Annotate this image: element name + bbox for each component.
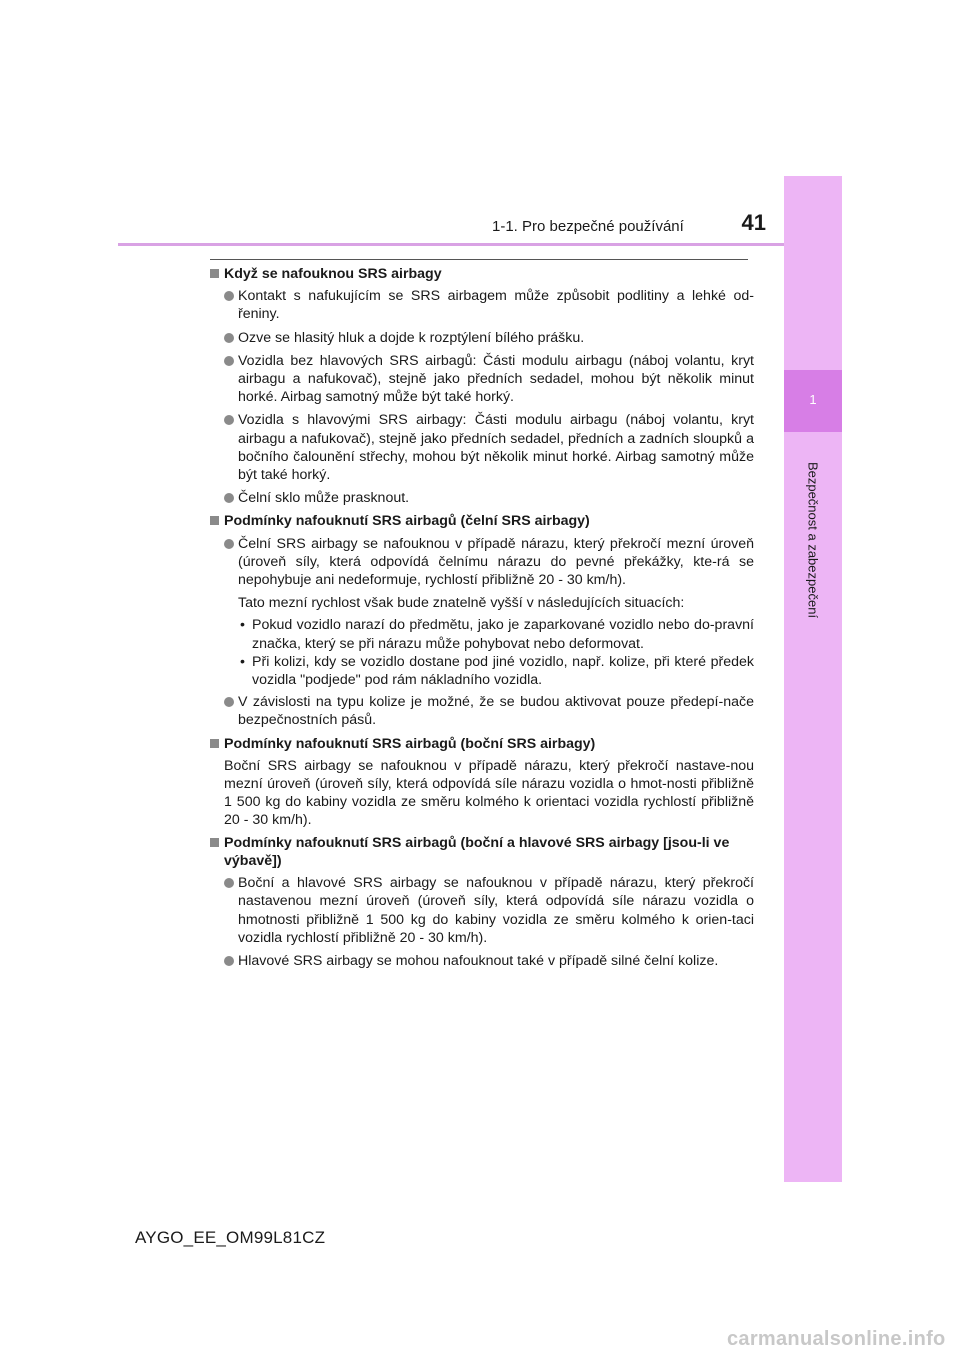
sub-list-item [210,653,754,689]
circle-bullet-icon [224,333,234,343]
paragraph: Tato mezní rychlost však bude znatelně vyšší v následujících situacích: [238,595,685,612]
sub-list-item [210,616,754,652]
chapter-side-tab [784,176,842,1182]
chapter-title: Bezpečnost a zabezpečení [805,461,821,619]
paragraph: Boční SRS airbagy se nafouknou v případě nárazu, který překročí nastave-nou mezní úroveň (úroveň síly, která odpovídá síle nárazu vozidla o hmot-nosti přibližně 1 500 kg do kabiny vozidla ze směru kolmého k orientaci vozidla rychlostí přibližně 20 - 30 km/h). [224,757,754,829]
circle-bullet-icon [224,291,234,301]
list-item [210,535,754,590]
site-watermark: carmanualsonline.info [727,1328,946,1350]
square-bullet-icon [210,516,219,525]
sub-list-item-text: Pokud vozidlo narazí do předmětu, jako je zaparkované vozidlo nebo do-pravní značka, který se při nárazu může pohybovat nebo deformovat. [252,617,754,652]
list-item [210,329,754,347]
circle-bullet-icon [224,415,234,425]
list-item [210,287,754,323]
list-item [210,352,754,407]
square-bullet-icon [210,739,219,748]
section-front-airbag-conditions [210,512,754,729]
section-side-airbag-conditions [210,735,754,830]
list-item [210,411,754,484]
small-bullet-icon: • [240,653,245,670]
square-bullet-icon [210,269,219,278]
document-code: AYGO_EE_OM99L81CZ [135,1228,326,1247]
header-divider [118,243,784,246]
page-number: 41 [741,210,766,235]
list-item [210,489,754,507]
chapter-number: 1 [809,392,817,407]
sub-list-item-text: Při kolizi, kdy se vozidlo dostane pod jiné vozidlo, např. kolize, při které předek vozidla "podjede" pod rám nákladního vozidla. [252,653,754,689]
list-item-text: Vozidla bez hlavových SRS airbagů: Části modulu airbagu (náboj volantu, kryt airbagu a nafukovač), stejně jako předních sedadel, mohou být několik minut horké. Airbag samotný může být také horký. [238,352,754,406]
section-heading [210,735,754,753]
list-item [210,952,754,970]
page-content [210,265,754,975]
sub-list [210,616,754,689]
content-divider [210,259,748,260]
circle-bullet-icon [224,956,234,966]
circle-bullet-icon [224,539,234,549]
list-item-text: V závislosti na typu kolize je možné, že se budou aktivovat pouze předepí-nače bezpečnostních pásů. [238,694,754,729]
section-heading-text: Podmínky nafouknutí SRS airbagů (boční a hlavové SRS airbagy [jsou-li ve výbavě]) [224,834,730,869]
list-item-text: Vozidla s hlavovými SRS airbagy: Části modulu airbagu (náboj volantu, kryt airbagu a nafukovač), stejně jako předních sedadel, předních a zadních sloupků a bočního čalounění střechy, mohou být několik minut horké. Airbag samotný může být také horký. [238,412,754,484]
circle-bullet-icon [224,356,234,366]
section-heading [210,265,754,283]
section-heading-text: Když se nafouknou SRS airbagy [224,266,442,282]
list-item-text: Kontakt s nafukujícím se SRS airbagem může způsobit podlitiny a lehké od-řeniny. [238,288,754,323]
list-item-text: Hlavové SRS airbagy se mohou nafouknout také v případě silné čelní kolize. [238,952,719,969]
list-item [210,874,754,947]
header-section-title: 1-1. Pro bezpečné používání [492,218,684,235]
list-item-text: Čelní SRS airbagy se nafouknou v případě nárazu, který překročí mezní úroveň (úroveň síly, která odpovídá čelnímu nárazu do pevné překážky, kte-rá se nepohybuje ani nedeformuje, rychlostí přibližně 20 - 30 km/h). [238,535,754,589]
list-item [210,693,754,729]
section-side-curtain-airbag-conditions [210,834,754,970]
list-item-text: Ozve se hlasitý hluk a dojde k rozptýlení bílého prášku. [238,329,585,346]
section-airbag-deployment [210,265,754,507]
list-item-text: Čelní sklo může prasknout. [238,490,410,507]
circle-bullet-icon [224,697,234,707]
section-heading [210,834,754,870]
circle-bullet-icon [224,878,234,888]
small-bullet-icon: • [240,617,245,634]
list-item-text: Boční a hlavové SRS airbagy se nafouknou v případě nárazu, který překročí nastavenou mezní úroveň (úroveň síly, která odpovídá síle nárazu vozidla o hmotnosti přibližně 1 500 kg do kabiny vozidla ze směru kolmého k orien-taci vozidla rychlostí přibližně 20 - 30 km/h). [238,875,754,946]
circle-bullet-icon [224,493,234,503]
section-heading-text: Podmínky nafouknutí SRS airbagů (čelní SRS airbagy) [224,513,590,530]
section-heading [210,512,754,530]
square-bullet-icon [210,838,219,847]
section-heading-text: Podmínky nafouknutí SRS airbagů (boční SRS airbagy) [224,735,596,752]
